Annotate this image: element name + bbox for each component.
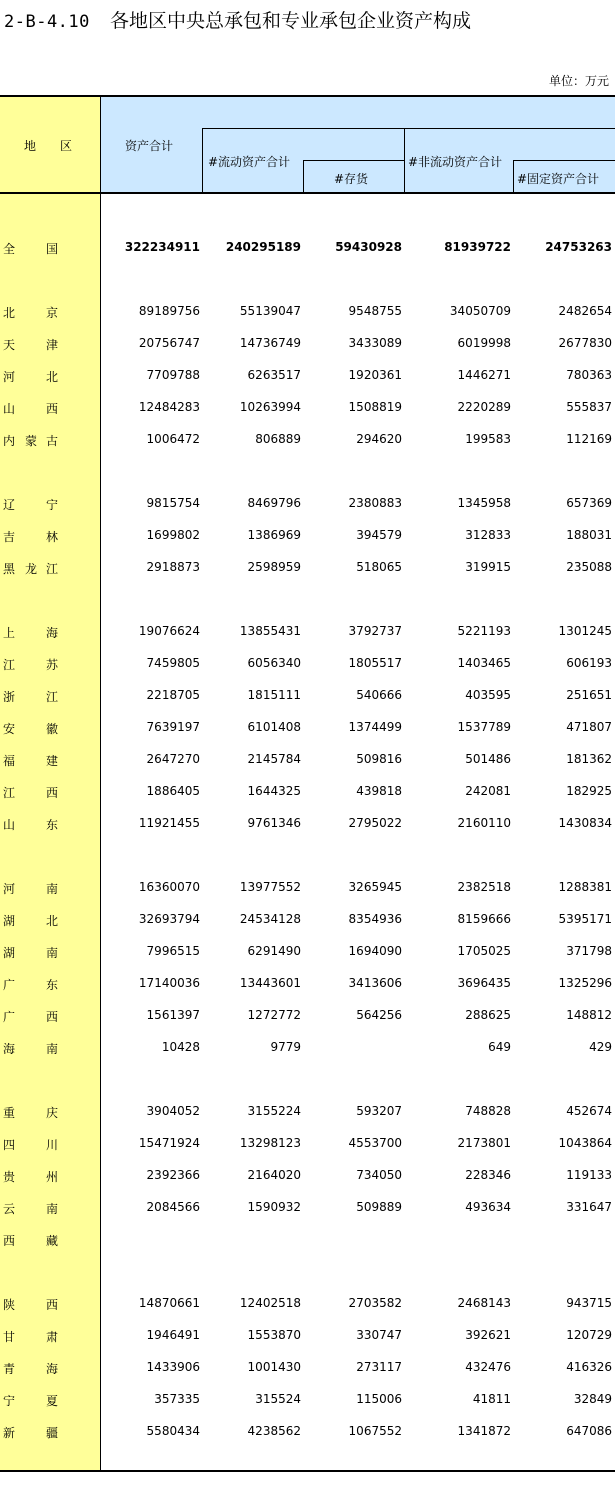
region-char: 南 [46,1042,59,1056]
fixed-assets-cell: 235088 [566,560,612,574]
region-char: 陕 [3,1298,16,1312]
noncurrent-assets-cell: 3696435 [457,976,511,990]
region-char: 浙 [3,690,16,704]
noncurrent-assets-cell: 1537789 [457,720,511,734]
total-assets-cell: 7709788 [146,368,200,382]
inventory-cell: 394579 [356,528,402,542]
noncurrent-assets-cell: 5221193 [457,624,511,638]
top-rule [0,95,615,97]
table-row [0,1416,615,1448]
noncurrent-assets-cell: 649 [488,1040,511,1054]
region-char: 藏 [46,1234,59,1248]
noncurrent-assets-cell: 81939722 [444,240,511,254]
fixed-assets-cell: 148812 [566,1008,612,1022]
region-char: 山 [3,402,16,416]
region-char: 京 [46,306,59,320]
fixed-assets-cell: 5395171 [558,912,612,926]
total-assets-cell: 14870661 [138,1296,200,1310]
region-char: 福 [3,754,16,768]
region-char: 江 [46,690,59,704]
noncurrent-assets-cell: 8159666 [457,912,511,926]
region-char: 河 [3,370,16,384]
inventory-cell: 518065 [356,560,402,574]
region-char: 古 [46,434,59,448]
table-row [0,1224,615,1256]
noncurrent-assets-cell: 41811 [472,1392,511,1406]
table-row [0,680,615,712]
header-rule [202,128,615,129]
fixed-assets-cell: 606193 [566,656,612,670]
header-inventory: #存货 [334,172,369,186]
current-assets-cell: 13977552 [239,880,301,894]
region-char: 江 [46,562,59,576]
table-row [0,648,615,680]
header-divider [202,128,203,193]
table-row [0,488,615,520]
region-char: 云 [3,1202,16,1216]
current-assets-cell: 1553870 [247,1328,301,1342]
fixed-assets-cell: 188031 [566,528,612,542]
inventory-cell: 3413606 [348,976,402,990]
current-assets-cell: 10263994 [239,400,301,414]
region-char: 安 [3,722,16,736]
region-char: 西 [46,1298,59,1312]
fixed-assets-cell: 112169 [566,432,612,446]
total-assets-cell: 2392366 [146,1168,200,1182]
fixed-assets-cell: 251651 [566,688,612,702]
current-assets-cell: 2598959 [247,560,301,574]
region-char: 北 [46,370,59,384]
region-char: 贵 [3,1170,16,1184]
noncurrent-assets-cell: 199583 [465,432,511,446]
header-fixed-assets: #固定资产合计 [517,172,600,186]
noncurrent-assets-cell: 2160110 [457,816,511,830]
region-char: 吉 [3,530,16,544]
noncurrent-assets-cell: 1446271 [457,368,511,382]
inventory-cell: 509889 [356,1200,402,1214]
current-assets-cell: 240295189 [225,240,301,254]
current-assets-cell: 1590932 [247,1200,301,1214]
inventory-cell: 59430928 [335,240,402,254]
table-row [0,616,615,648]
fixed-assets-cell: 471807 [566,720,612,734]
total-assets-cell: 2647270 [146,752,200,766]
region-char: 西 [46,1010,59,1024]
region-char: 龙 [25,562,38,576]
region-char: 青 [3,1362,16,1376]
region-char: 北 [3,306,16,320]
current-assets-cell: 1272772 [247,1008,301,1022]
unit-label: 单位：万元 [548,74,609,88]
region-char: 宁 [3,1394,16,1408]
current-assets-cell: 8469796 [247,496,301,510]
total-assets-cell: 10428 [161,1040,200,1054]
fixed-assets-cell: 120729 [566,1328,612,1342]
inventory-cell: 3433089 [348,336,402,350]
noncurrent-assets-cell: 2220289 [457,400,511,414]
noncurrent-assets-cell: 2173801 [457,1136,511,1150]
bottom-rule [0,1470,615,1472]
region-char: 新 [3,1426,16,1440]
inventory-cell: 564256 [356,1008,402,1022]
inventory-cell: 1508819 [348,400,402,414]
table-row [0,712,615,744]
fixed-assets-cell: 181362 [566,752,612,766]
inventory-cell: 734050 [356,1168,402,1182]
table-row [0,968,615,1000]
current-assets-cell: 806889 [255,432,301,446]
total-assets-cell: 1006472 [146,432,200,446]
noncurrent-assets-cell: 288625 [465,1008,511,1022]
fixed-assets-cell: 182925 [566,784,612,798]
inventory-cell: 2703582 [348,1296,402,1310]
noncurrent-assets-cell: 392621 [465,1328,511,1342]
current-assets-cell: 24534128 [239,912,301,926]
total-assets-cell: 15471924 [138,1136,200,1150]
fixed-assets-cell: 780363 [566,368,612,382]
total-assets-cell: 16360070 [138,880,200,894]
total-assets-cell: 89189756 [138,304,200,318]
inventory-cell: 2380883 [348,496,402,510]
noncurrent-assets-cell: 432476 [465,1360,511,1374]
region-char: 蒙 [25,434,38,448]
inventory-cell: 330747 [356,1328,402,1342]
inventory-cell: 9548755 [348,304,402,318]
inventory-cell: 3265945 [348,880,402,894]
current-assets-cell: 13443601 [239,976,301,990]
total-assets-cell: 17140036 [138,976,200,990]
fixed-assets-cell: 1043864 [558,1136,612,1150]
table-row [0,744,615,776]
current-assets-cell: 1644325 [247,784,301,798]
region-char: 宁 [46,498,59,512]
current-assets-cell: 4238562 [247,1424,301,1438]
inventory-cell: 439818 [356,784,402,798]
table-row [0,1288,615,1320]
fixed-assets-cell: 452674 [566,1104,612,1118]
region-char: 江 [3,786,16,800]
page-title [4,6,471,33]
region-char: 苏 [46,658,59,672]
region-char: 南 [46,1202,59,1216]
noncurrent-assets-cell: 228346 [465,1168,511,1182]
current-assets-cell: 9761346 [247,816,301,830]
region-char: 四 [3,1138,16,1152]
table-row [0,936,615,968]
region-char: 夏 [46,1394,59,1408]
inventory-cell: 1920361 [348,368,402,382]
region-char: 全 [3,242,16,256]
table-row [0,232,615,264]
region-char: 州 [46,1170,59,1184]
region-char: 津 [46,338,59,352]
noncurrent-assets-cell: 1345958 [457,496,511,510]
current-assets-cell: 6056340 [247,656,301,670]
header-noncurrent-assets: #非流动资产合计 [408,155,503,169]
table-row [0,1192,615,1224]
region-char: 海 [46,1362,59,1376]
inventory-cell: 4553700 [348,1136,402,1150]
region-char: 湖 [3,946,16,960]
current-assets-cell: 1001430 [247,1360,301,1374]
total-assets-cell: 19076624 [138,624,200,638]
table-row [0,328,615,360]
current-assets-cell: 9779 [270,1040,301,1054]
header-current-assets: #流动资产合计 [208,155,291,169]
total-assets-cell: 2218705 [146,688,200,702]
region-char: 西 [3,1234,16,1248]
table-row [0,424,615,456]
table-row [0,904,615,936]
noncurrent-assets-cell: 312833 [465,528,511,542]
table-code: 2-B-4.10 [4,12,90,32]
fixed-assets-cell: 371798 [566,944,612,958]
total-assets-cell: 357335 [154,1392,200,1406]
region-char: 国 [46,242,59,256]
inventory-cell: 1805517 [348,656,402,670]
region-char: 上 [3,626,16,640]
inventory-cell: 273117 [356,1360,402,1374]
fixed-assets-cell: 1325296 [558,976,612,990]
fixed-assets-cell: 24753263 [545,240,612,254]
noncurrent-assets-cell: 319915 [465,560,511,574]
header-rule [513,160,615,161]
fixed-assets-cell: 555837 [566,400,612,414]
inventory-cell: 2795022 [348,816,402,830]
region-char: 黑 [3,562,16,576]
total-assets-cell: 322234911 [124,240,200,254]
region-char: 河 [3,882,16,896]
region-char: 重 [3,1106,16,1120]
region-char: 江 [3,658,16,672]
total-assets-cell: 5580434 [146,1424,200,1438]
current-assets-cell: 315524 [255,1392,301,1406]
current-assets-cell: 2145784 [247,752,301,766]
region-char: 西 [46,402,59,416]
header-rule [303,160,404,161]
noncurrent-assets-cell: 34050709 [449,304,511,318]
current-assets-cell: 14736749 [239,336,301,350]
fixed-assets-cell: 32849 [573,1392,612,1406]
fixed-assets-cell: 119133 [566,1168,612,1182]
header-bottom-rule [0,192,615,194]
region-char: 西 [46,786,59,800]
table-row [0,1128,615,1160]
current-assets-cell: 1815111 [247,688,301,702]
region-char: 湖 [3,914,16,928]
inventory-cell: 3792737 [348,624,402,638]
total-assets-cell: 2084566 [146,1200,200,1214]
table-row [0,1352,615,1384]
fixed-assets-cell: 429 [589,1040,612,1054]
table-row [0,1320,615,1352]
noncurrent-assets-cell: 1341872 [457,1424,511,1438]
fixed-assets-cell: 331647 [566,1200,612,1214]
fixed-assets-cell: 1430834 [558,816,612,830]
total-assets-cell: 1946491 [146,1328,200,1342]
region-char: 庆 [46,1106,59,1120]
header-divider [513,160,514,193]
table-row [0,1096,615,1128]
noncurrent-assets-cell: 2382518 [457,880,511,894]
total-assets-cell: 7996515 [146,944,200,958]
table-row [0,552,615,584]
fixed-assets-cell: 943715 [566,1296,612,1310]
total-assets-cell: 12484283 [138,400,200,414]
current-assets-cell: 2164020 [247,1168,301,1182]
total-assets-cell: 1561397 [146,1008,200,1022]
region-char: 疆 [46,1426,59,1440]
noncurrent-assets-cell: 501486 [465,752,511,766]
current-assets-cell: 6291490 [247,944,301,958]
noncurrent-assets-cell: 403595 [465,688,511,702]
region-char: 海 [3,1042,16,1056]
inventory-cell: 540666 [356,688,402,702]
region-char: 辽 [3,498,16,512]
region-char: 东 [46,818,59,832]
region-char: 建 [46,754,59,768]
header-region: 地 区 [24,139,73,153]
total-assets-cell: 11921455 [138,816,200,830]
region-char: 天 [3,338,16,352]
total-assets-cell: 7459805 [146,656,200,670]
table-row [0,360,615,392]
total-assets-cell: 1886405 [146,784,200,798]
header-divider [303,160,304,193]
table-row [0,296,615,328]
region-char: 内 [3,434,16,448]
noncurrent-assets-cell: 748828 [465,1104,511,1118]
table-title: 各地区中央总承包和专业承包企业资产构成 [109,10,471,32]
current-assets-cell: 13298123 [239,1136,301,1150]
noncurrent-assets-cell: 1705025 [457,944,511,958]
current-assets-cell: 55139047 [239,304,301,318]
total-assets-cell: 3904052 [146,1104,200,1118]
total-assets-cell: 9815754 [146,496,200,510]
noncurrent-assets-cell: 2468143 [457,1296,511,1310]
region-char: 北 [46,914,59,928]
region-char: 广 [3,1010,16,1024]
inventory-cell: 1374499 [348,720,402,734]
region-char: 南 [46,946,59,960]
inventory-cell: 115006 [356,1392,402,1406]
fixed-assets-cell: 416326 [566,1360,612,1374]
region-char: 林 [46,530,59,544]
region-char: 徽 [46,722,59,736]
header-divider [404,128,405,193]
total-assets-cell: 32693794 [138,912,200,926]
table-row [0,520,615,552]
region-char: 肃 [46,1330,59,1344]
table-row [0,1000,615,1032]
header-total-assets: 资产合计 [125,139,174,153]
inventory-cell: 1067552 [348,1424,402,1438]
fixed-assets-cell: 647086 [566,1424,612,1438]
inventory-cell: 593207 [356,1104,402,1118]
noncurrent-assets-cell: 1403465 [457,656,511,670]
total-assets-cell: 7639197 [146,720,200,734]
noncurrent-assets-cell: 242081 [465,784,511,798]
region-char: 甘 [3,1330,16,1344]
inventory-cell: 509816 [356,752,402,766]
table-row [0,872,615,904]
current-assets-cell: 13855431 [239,624,301,638]
inventory-cell: 1694090 [348,944,402,958]
fixed-assets-cell: 657369 [566,496,612,510]
current-assets-cell: 6101408 [247,720,301,734]
region-char: 川 [46,1138,59,1152]
inventory-cell: 294620 [356,432,402,446]
table-row [0,776,615,808]
fixed-assets-cell: 1301245 [558,624,612,638]
noncurrent-assets-cell: 6019998 [457,336,511,350]
inventory-cell: 8354936 [348,912,402,926]
total-assets-cell: 1433906 [146,1360,200,1374]
region-char: 东 [46,978,59,992]
region-char: 南 [46,882,59,896]
total-assets-cell: 1699802 [146,528,200,542]
table-row [0,1384,615,1416]
region-char: 广 [3,978,16,992]
table-row [0,1160,615,1192]
total-assets-cell: 20756747 [138,336,200,350]
current-assets-cell: 6263517 [247,368,301,382]
table-row [0,392,615,424]
current-assets-cell: 12402518 [239,1296,301,1310]
fixed-assets-cell: 1288381 [558,880,612,894]
table-row [0,808,615,840]
current-assets-cell: 1386969 [247,528,301,542]
current-assets-cell: 3155224 [247,1104,301,1118]
total-assets-cell: 2918873 [146,560,200,574]
region-char: 山 [3,818,16,832]
table-row [0,1032,615,1064]
fixed-assets-cell: 2482654 [558,304,612,318]
fixed-assets-cell: 2677830 [558,336,612,350]
noncurrent-assets-cell: 493634 [465,1200,511,1214]
region-char: 海 [46,626,59,640]
